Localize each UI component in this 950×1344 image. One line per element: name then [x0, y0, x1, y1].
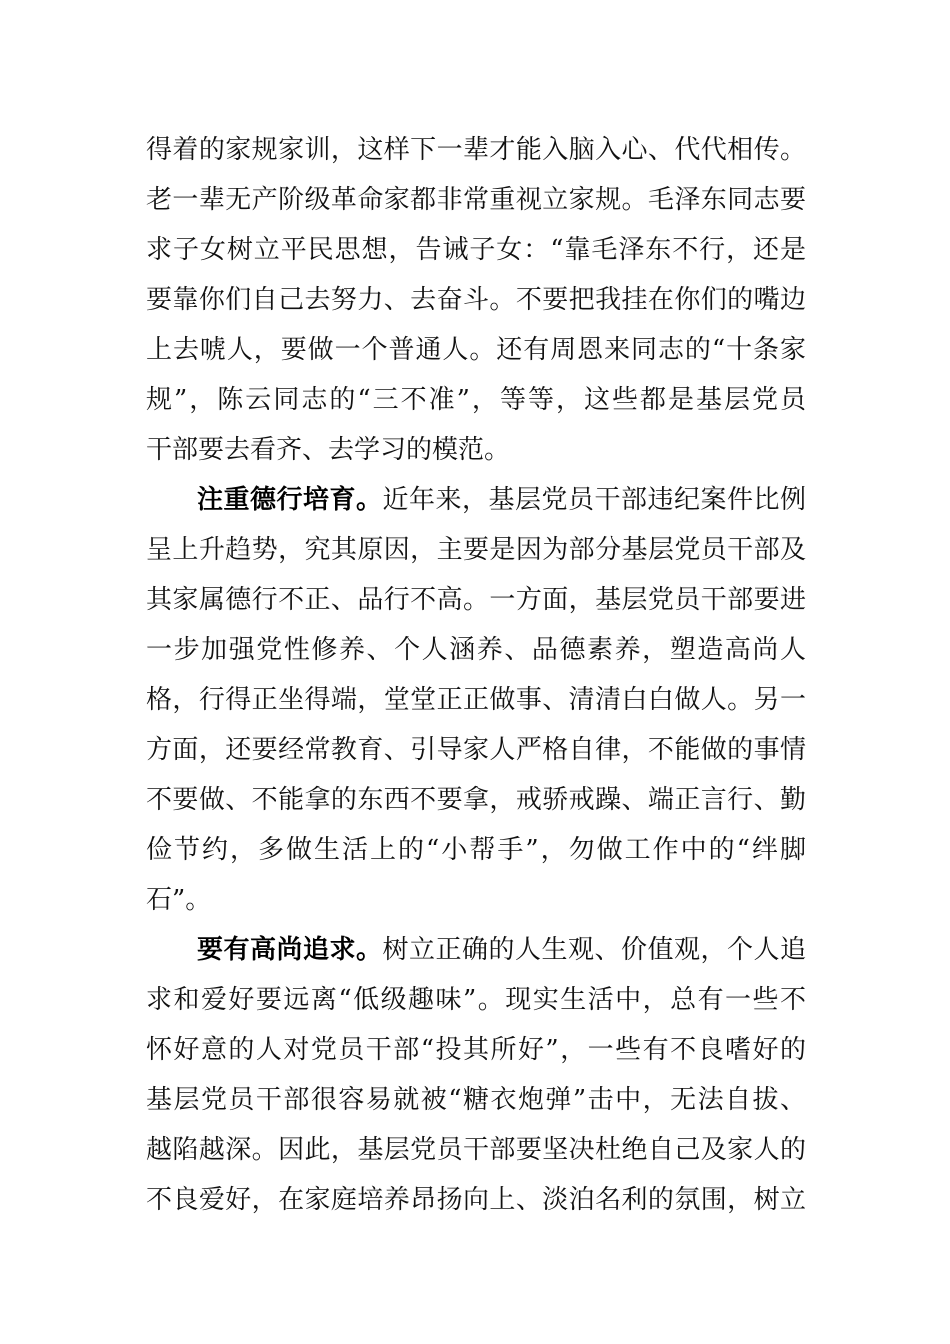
paragraph-3-first-line-text: 树立正确的人生观、价值观，个人追 [382, 935, 806, 965]
paragraph-2-line-7: 不要做、不能拿的东西不要拿，戒骄戒躁、端正言行、勤 [146, 785, 806, 815]
paragraph-3-heading: 要有高尚追求。 [197, 935, 383, 965]
paragraph-3-line-3: 怀好意的人对党员干部“投其所好”，一些有不良嗜好的 [146, 1035, 806, 1065]
paragraph-2-line-3: 其家属德行不正、品行不高。一方面，基层党员干部要进 [146, 585, 806, 615]
paragraph-1-line-5: 上去唬人，要做一个普通人。还有周恩来同志的“十条家 [146, 335, 806, 365]
paragraph-1-line-2: 老一辈无产阶级革命家都非常重视立家规。毛泽东同志要 [146, 185, 806, 215]
paragraph-2-line-4: 一步加强党性修养、个人涵养、品德素养，塑造高尚人 [146, 635, 806, 665]
paragraph-2-line-8: 俭节约，多做生活上的“小帮手”，勿做工作中的“绊脚 [146, 835, 806, 865]
paragraph-1-line-1: 得着的家规家训，这样下一辈才能入脑入心、代代相传。 [146, 135, 806, 165]
paragraph-1-line-3: 求子女树立平民思想，告诫子女：“靠毛泽东不行，还是 [146, 235, 806, 265]
paragraph-3-line-4: 基层党员干部很容易就被“糖衣炮弹”击中，无法自拔、 [146, 1085, 806, 1115]
paragraph-1-line-6: 规”，陈云同志的“三不准”，等等，这些都是基层党员 [146, 385, 806, 415]
paragraph-3-line-1 [197, 930, 806, 970]
paragraph-2-line-5: 格，行得正坐得端，堂堂正正做事、清清白白做人。另一 [146, 685, 806, 715]
paragraph-2-first-line-text: 近年来，基层党员干部违纪案件比例 [382, 485, 806, 515]
paragraph-2-heading: 注重德行培育。 [197, 485, 383, 515]
paragraph-2-line-6: 方面，还要经常教育、引导家人严格自律，不能做的事情 [146, 735, 806, 765]
paragraph-1-line-7: 干部要去看齐、去学习的模范。 [146, 435, 511, 465]
paragraph-1-line-4: 要靠你们自己去努力、去奋斗。不要把我挂在你们的嘴边 [146, 285, 806, 315]
paragraph-2-line-2: 呈上升趋势，究其原因，主要是因为部分基层党员干部及 [146, 535, 806, 565]
paragraph-3-line-6: 不良爱好，在家庭培养昂扬向上、淡泊名利的氛围，树立 [146, 1185, 806, 1215]
paragraph-3-line-5: 越陷越深。因此，基层党员干部要坚决杜绝自己及家人的 [146, 1135, 806, 1165]
paragraph-2-line-9: 石”。 [146, 885, 212, 915]
paragraph-2-line-1 [197, 480, 806, 520]
paragraph-3-line-2: 求和爱好要远离“低级趣味”。现实生活中，总有一些不 [146, 985, 806, 1015]
